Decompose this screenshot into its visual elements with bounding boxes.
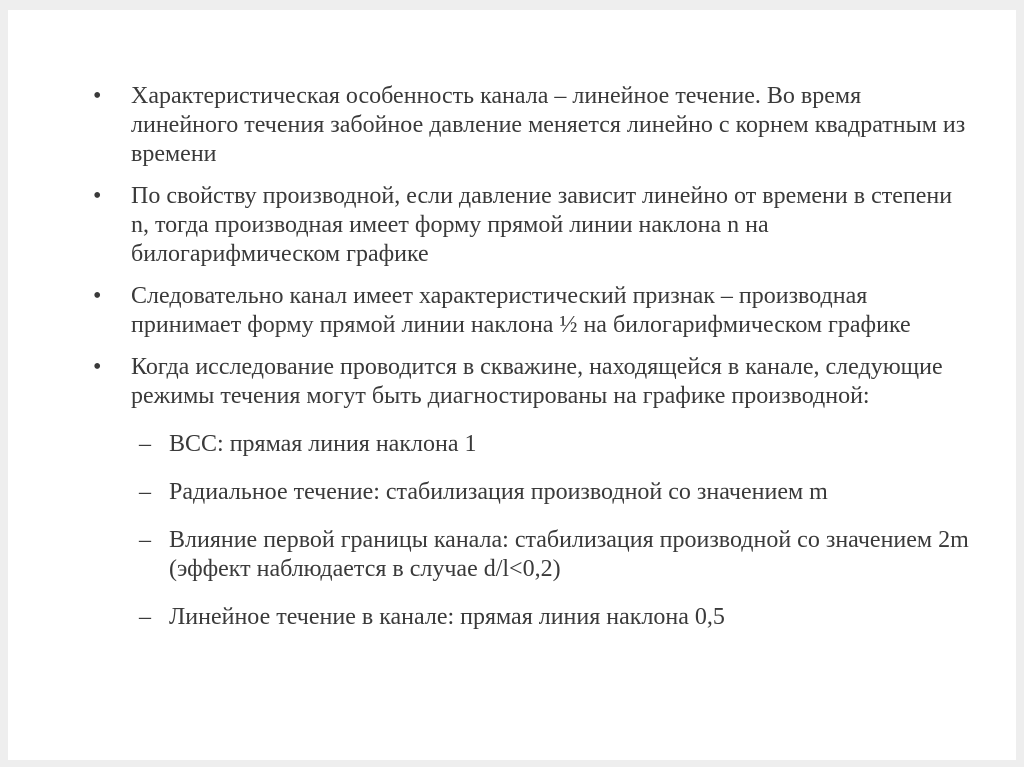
bullet-text: Следовательно канал имеет характеристический признак – производная принимает форму прямой линии наклона ½ на билогарифмическом графике bbox=[131, 283, 911, 338]
bullet-text: Характеристическая особенность канала – линейное течение. Во время линейного течения забойное давление меняется линейно с корнем квадратным из времени bbox=[131, 83, 966, 167]
bullet-item bbox=[93, 82, 973, 169]
bullet-marker: • bbox=[93, 183, 102, 209]
bullet-text: По свойству производной, если давление зависит линейно от времени в степени n, тогда производная имеет форму прямой линии наклона n на билогарифмическом графике bbox=[131, 183, 953, 267]
sub-bullet-marker: – bbox=[139, 527, 151, 553]
sub-bullet-text: Влияние первой границы канала: стабилизация производной со значением 2m (эффект наблюдается в случае d/l<0,2) bbox=[169, 527, 969, 582]
sub-bullet-text: ВСС: прямая линия наклона 1 bbox=[169, 431, 477, 457]
bullet-text: Когда исследование проводится в скважине, находящейся в канале, следующие режимы течения могут быть диагностированы на графике производной: bbox=[131, 354, 943, 409]
sub-bullet-item bbox=[93, 478, 973, 507]
slide-content bbox=[93, 82, 973, 632]
bullet-item bbox=[93, 282, 973, 340]
slide bbox=[8, 10, 1016, 760]
bullet-marker: • bbox=[93, 283, 102, 309]
sub-bullet-marker: – bbox=[139, 479, 151, 505]
sub-bullet-list bbox=[93, 430, 973, 632]
bullet-marker: • bbox=[93, 83, 102, 109]
sub-bullet-text: Радиальное течение: стабилизация производной со значением m bbox=[169, 479, 828, 505]
sub-bullet-item bbox=[93, 603, 973, 632]
bullet-marker: • bbox=[93, 354, 102, 380]
sub-bullet-marker: – bbox=[139, 431, 151, 457]
sub-bullet-marker: – bbox=[139, 604, 151, 630]
bullet-item bbox=[93, 353, 973, 411]
bullet-item bbox=[93, 182, 973, 269]
sub-bullet-text: Линейное течение в канале: прямая линия наклона 0,5 bbox=[169, 604, 725, 630]
sub-bullet-item bbox=[93, 430, 973, 459]
sub-bullet-item bbox=[93, 526, 973, 584]
